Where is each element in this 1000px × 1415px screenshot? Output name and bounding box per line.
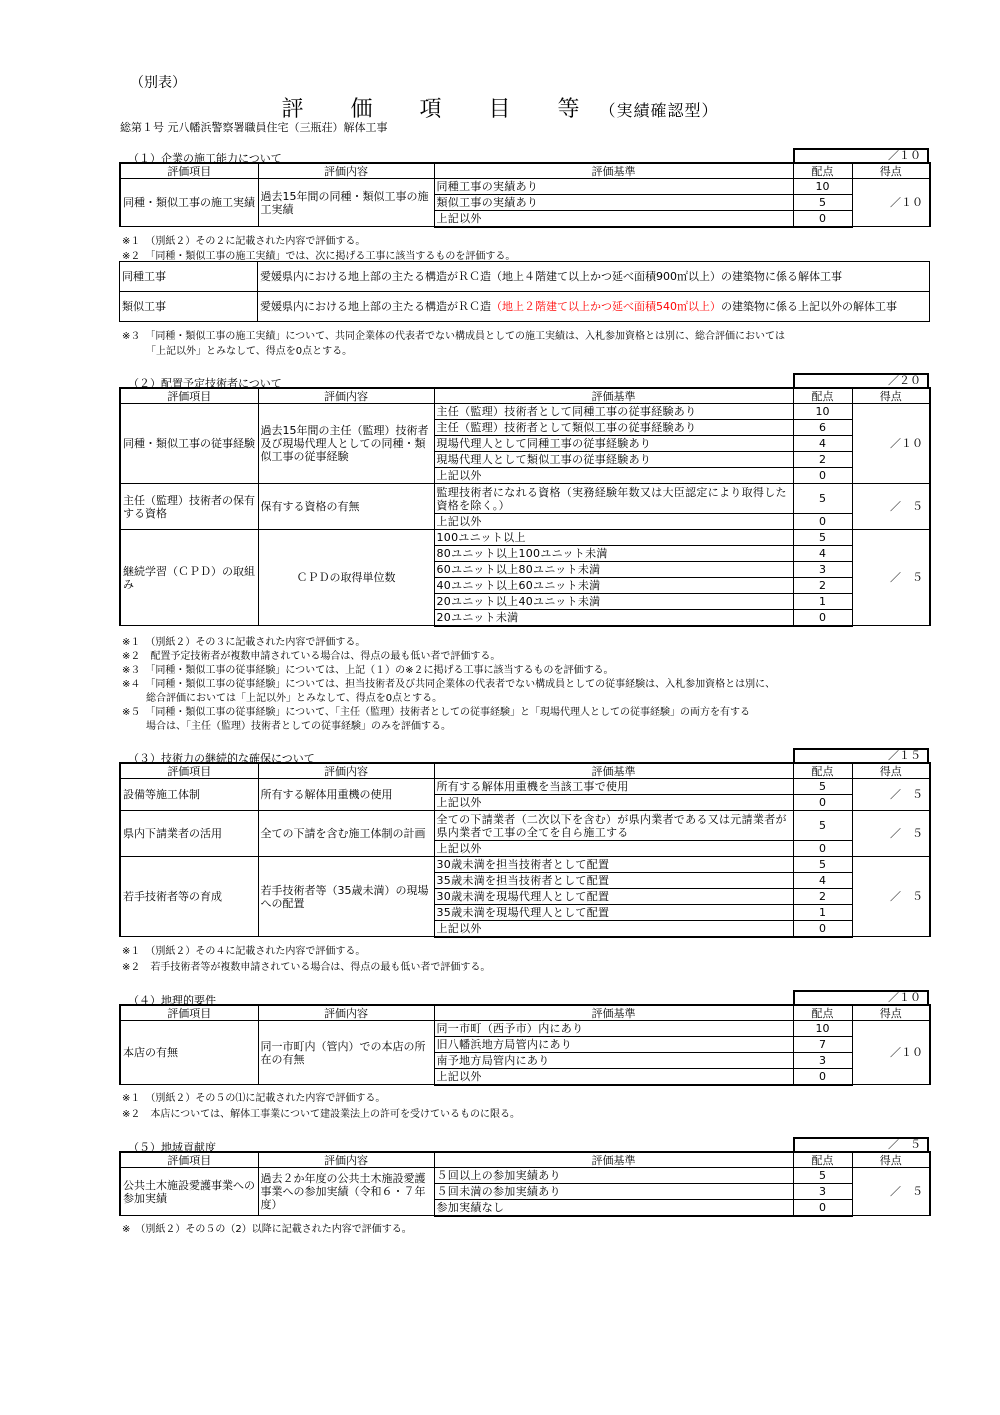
points-cell: 4 [793,873,852,889]
item-cell: 継続学習（ＣＰＤ）の取組み [120,530,258,626]
criteria-cell: 類似工事の実績あり [434,195,793,211]
criteria-cell: 上記以外 [434,1069,793,1085]
criteria-cell: 35歳未満を担当技術者として配置 [434,873,793,889]
col-criteria: 評価基準 [434,763,793,779]
section-2-table [119,387,931,627]
criteria-cell: 30歳未満を担当技術者として配置 [434,857,793,873]
section-1-total: ／１０ [793,148,929,162]
criteria-cell: 所有する解体用重機を当該工事で使用 [434,779,793,795]
col-score: 得点 [852,163,930,179]
col-item: 評価項目 [120,763,258,779]
item-cell: 同種・類似工事の施工実績 [120,179,258,227]
section-3-title: （３）技術力の継続的な確保について [128,752,315,765]
note: ※ （別紙２）その５の（2）以降に記載された内容で評価する。 [122,1224,412,1235]
note: ※２ 配置予定技術者が複数申請されている場合は、得点の最も低い者で評価する。 [122,651,501,662]
criteria-cell: 30歳未満を現場代理人として配置 [434,889,793,905]
appendix-label: （別表） [130,75,186,91]
criteria-cell: 20ユニット以上40ユニット未満 [434,594,793,610]
note: 総合評価においては「上記以外」とみなして、得点を0点とする。 [146,693,443,704]
content-cell: ＣＰＤの取得単位数 [258,530,434,626]
col-content: 評価内容 [258,763,434,779]
criteria-cell: ５回未満の参加実績あり [434,1184,793,1200]
section-4-title: （４）地理的要件 [128,994,216,1007]
points-cell: 0 [793,921,852,937]
criteria-cell: 現場代理人として類似工事の従事経験あり [434,452,793,468]
definition-text [258,292,930,322]
points-cell: 3 [793,1053,852,1069]
col-item: 評価項目 [120,163,258,179]
points-cell: 5 [793,484,852,514]
criteria-cell: 20ユニット未満 [434,610,793,626]
col-criteria: 評価基準 [434,163,793,179]
criteria-cell: 上記以外 [434,468,793,484]
score-cell: ／１０ [852,179,930,227]
col-content: 評価内容 [258,1005,434,1021]
criteria-cell: 上記以外 [434,921,793,937]
col-criteria: 評価基準 [434,1005,793,1021]
points-cell: 5 [793,195,852,211]
points-cell: 1 [793,905,852,921]
section-4-table [119,1004,931,1086]
content-cell: 所有する解体用重機の使用 [258,779,434,811]
criteria-cell: 全ての下請業者（二次以下を含む）が県内業者である又は元請業者が県内業者で工事の全てを自ら施工する [434,811,793,841]
col-points: 配点 [793,763,852,779]
points-cell: 5 [793,779,852,795]
points-cell: 2 [793,578,852,594]
criteria-cell: 上記以外 [434,841,793,857]
project-name: 総第１号 元八幡浜警察署職員住宅（三瓶荘）解体工事 [120,121,388,134]
criteria-cell: 同一市町（西予市）内にあり [434,1021,793,1037]
note: ※４ 「同種・類似工事の従事経験」については、担当技術者及び共同企業体の代表者でない構成員としての従事経験は、入札参加資格とは別に、 [122,679,776,690]
section-1-title: （１）企業の施工能力について [128,152,282,165]
definition-table [119,261,930,322]
score-cell: ／ ５ [852,857,930,937]
note: ※２ 「同種・類似工事の施工実績」では、次に掲げる工事に該当するものを評価する。 [122,251,516,262]
definition-text-b: の建築物に係る上記以外の解体工事 [721,300,897,313]
score-cell: ／ ５ [852,484,930,530]
points-cell: 0 [793,1069,852,1085]
note: ※１ （別紙２）その４に記載された内容で評価する。 [122,946,366,957]
content-cell: 過去２か年度の公共土木施設愛護事業への参加実績（令和６・７年度） [258,1168,434,1216]
section-4-total: ／１０ [793,990,929,1004]
content-cell: 同一市町内（管内）での本店の所在の有無 [258,1021,434,1085]
item-cell: 県内下請業者の活用 [120,811,258,857]
criteria-cell: 100ユニット以上 [434,530,793,546]
definition-text-a: 愛媛県内における地上部の主たる構造がＲＣ造 [260,300,491,313]
content-cell: 過去15年間の同種・類似工事の施工実績 [258,179,434,227]
section-2-title: （２）配置予定技術者について [128,377,282,390]
points-cell: 0 [793,1200,852,1216]
points-cell: 2 [793,889,852,905]
points-cell: 0 [793,610,852,626]
points-cell: 4 [793,546,852,562]
score-cell: ／ ５ [852,811,930,857]
criteria-cell: 監理技術者になれる資格（実務経験年数又は大臣認定により取得した資格を除く。） [434,484,793,514]
points-cell: 10 [793,1021,852,1037]
points-cell: 5 [793,530,852,546]
col-content: 評価内容 [258,388,434,404]
item-cell: 若手技術者等の育成 [120,857,258,937]
note: ※１ （別紙２）その２に記載された内容で評価する。 [122,236,366,247]
item-cell: 本店の有無 [120,1021,258,1085]
content-cell: 過去15年間の主任（監理）技術者及び現場代理人としての同種・類似工事の従事経験 [258,404,434,484]
points-cell: 5 [793,857,852,873]
points-cell: 0 [793,514,852,530]
points-cell: 0 [793,211,852,227]
score-cell: ／１０ [852,1021,930,1085]
points-cell: 3 [793,562,852,578]
points-cell: 7 [793,1037,852,1053]
col-content: 評価内容 [258,163,434,179]
col-criteria: 評価基準 [434,388,793,404]
points-cell: 2 [793,452,852,468]
content-cell: 若手技術者等（35歳未満）の現場への配置 [258,857,434,937]
criteria-cell: 旧八幡浜地方局管内にあり [434,1037,793,1053]
criteria-cell: 主任（監理）技術者として類似工事の従事経験あり [434,420,793,436]
points-cell: 4 [793,436,852,452]
criteria-cell: 主任（監理）技術者として同種工事の従事経験あり [434,404,793,420]
definition-label: 同種工事 [120,262,258,292]
note: 場合は、「主任（監理）技術者としての従事経験」のみを評価する。 [146,721,451,732]
section-5-total: ／ ５ [793,1137,929,1151]
points-cell: 10 [793,179,852,195]
criteria-cell: ５回以上の参加実績あり [434,1168,793,1184]
points-cell: 5 [793,811,852,841]
content-cell: 全ての下請を含む施工体制の計画 [258,811,434,857]
col-item: 評価項目 [120,388,258,404]
note: ※５ 「同種・類似工事の従事経験」について、「主任（監理）技術者としての従事経験」と「現場代理人としての従事経験」の両方を有する [122,707,750,718]
section-3-total: ／１５ [793,748,929,762]
score-cell: ／ ５ [852,530,930,626]
item-cell: 同種・類似工事の従事経験 [120,404,258,484]
col-content: 評価内容 [258,1152,434,1168]
item-cell: 主任（監理）技術者の保有する資格 [120,484,258,530]
note: ※２ 若手技術者等が複数申請されている場合は、得点の最も低い者で評価する。 [122,962,491,973]
note: ※３ 「同種・類似工事の施工実績」について、共同企業体の代表者でない構成員としての施工実績は、入札参加資格とは別に、総合評価においては [122,331,785,342]
points-cell: 5 [793,1168,852,1184]
page-title-sub: （実績確認型） [599,101,719,120]
definition-text-highlight: （地上２階建て以上かつ延べ面積540㎡以上） [491,300,721,313]
points-cell: 3 [793,1184,852,1200]
points-cell: 0 [793,468,852,484]
col-score: 得点 [852,1005,930,1021]
note: ※２ 本店については、解体工事業について建設業法上の許可を受けているものに限る。 [122,1109,520,1120]
points-cell: 0 [793,795,852,811]
content-cell: 保有する資格の有無 [258,484,434,530]
criteria-cell: 同種工事の実績あり [434,179,793,195]
score-cell: ／ ５ [852,779,930,811]
criteria-cell: 40ユニット以上60ユニット未満 [434,578,793,594]
section-5-table [119,1151,931,1217]
col-criteria: 評価基準 [434,1152,793,1168]
points-cell: 0 [793,841,852,857]
col-points: 配点 [793,388,852,404]
score-cell: ／ ５ [852,1168,930,1216]
col-points: 配点 [793,163,852,179]
criteria-cell: 参加実績なし [434,1200,793,1216]
criteria-cell: 35歳未満を現場代理人として配置 [434,905,793,921]
definition-label: 類似工事 [120,292,258,322]
section-5-title: （５）地域貢献度 [128,1141,216,1154]
note: ※１ （別紙２）その３に記載された内容で評価する。 [122,637,366,648]
section-3-table [119,762,931,938]
page-title-main: 評 価 項 目 等 [281,97,600,122]
col-score: 得点 [852,763,930,779]
criteria-cell: 南予地方局管内にあり [434,1053,793,1069]
points-cell: 6 [793,420,852,436]
col-points: 配点 [793,1005,852,1021]
section-2-total: ／２０ [793,373,929,387]
criteria-cell: 上記以外 [434,514,793,530]
points-cell: 1 [793,594,852,610]
points-cell: 10 [793,404,852,420]
note: ※３ 「同種・類似工事の従事経験」については、上記（１）の※２に掲げる工事に該当するものを評価する。 [122,665,614,676]
criteria-cell: 上記以外 [434,795,793,811]
item-cell: 設備等施工体制 [120,779,258,811]
criteria-cell: 上記以外 [434,211,793,227]
col-score: 得点 [852,388,930,404]
col-score: 得点 [852,1152,930,1168]
col-item: 評価項目 [120,1152,258,1168]
col-item: 評価項目 [120,1005,258,1021]
criteria-cell: 現場代理人として同種工事の従事経験あり [434,436,793,452]
col-points: 配点 [793,1152,852,1168]
criteria-cell: 80ユニット以上100ユニット未満 [434,546,793,562]
item-cell: 公共土木施設愛護事業への参加実績 [120,1168,258,1216]
note: 「上記以外」とみなして、得点を0点とする。 [146,346,353,357]
score-cell: ／１０ [852,404,930,484]
note: ※１ （別紙２）その５の⑴に記載された内容で評価する。 [122,1093,386,1104]
definition-text: 愛媛県内における地上部の主たる構造がＲＣ造（地上４階建て以上かつ延べ面積900㎡以上）の建築物に係る解体工事 [258,262,930,292]
criteria-cell: 60ユニット以上80ユニット未満 [434,562,793,578]
section-1-table [119,162,931,228]
